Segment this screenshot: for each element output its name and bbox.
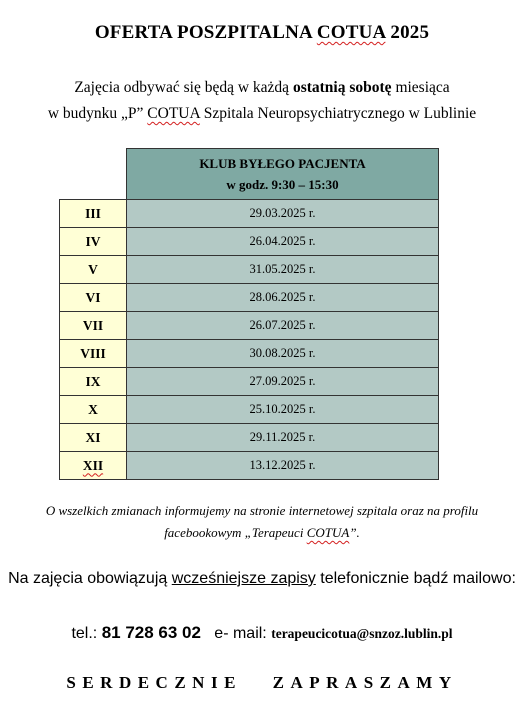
date-cell: 26.07.2025 r. <box>127 312 439 340</box>
email-label: e- mail: <box>214 625 272 642</box>
month-cell: VI <box>60 284 127 312</box>
month-cell: V <box>60 256 127 284</box>
email-address: terapeucicotua@snzoz.lublin.pl <box>271 626 453 641</box>
intro-line2-org: COTUA <box>147 105 200 122</box>
date-cell: 13.12.2025 r. <box>127 452 439 480</box>
header-blank-cell <box>60 149 127 200</box>
intro-line1-bold: ostatnią sobotę <box>292 79 392 96</box>
schedule-row <box>60 368 439 396</box>
enrollment-info <box>0 570 524 588</box>
date-cell: 28.06.2025 r. <box>127 284 439 312</box>
intro-line1-a: Zajęcia odbywać się będą w każdą <box>74 79 293 96</box>
note-line-2 <box>0 522 524 544</box>
enroll-underlined: wcześniejsze zapisy <box>171 570 316 587</box>
date-cell: 27.09.2025 r. <box>127 368 439 396</box>
date-cell: 29.03.2025 r. <box>127 200 439 228</box>
month-cell: III <box>60 200 127 228</box>
note-line2-org: COTUA <box>306 525 350 540</box>
schedule-table <box>59 148 439 480</box>
info-note <box>0 500 524 544</box>
month-cell: XI <box>60 424 127 452</box>
date-cell: 29.11.2025 r. <box>127 424 439 452</box>
schedule-row <box>60 424 439 452</box>
month-cell: IX <box>60 368 127 396</box>
month-cell: IV <box>60 228 127 256</box>
intro-text <box>0 75 524 127</box>
closing-text: SERDECZNIE ZAPRASZAMY <box>66 673 458 692</box>
schedule-row <box>60 452 439 480</box>
phone-number: 81 728 63 02 <box>101 623 201 642</box>
date-cell: 31.05.2025 r. <box>127 256 439 284</box>
header-line-1: KLUB BYŁEGO PACJENTA <box>199 156 366 171</box>
month-cell: XII <box>60 452 127 480</box>
schedule-header-row <box>60 149 439 200</box>
contact-line <box>0 623 524 643</box>
title-prefix: OFERTA POSZPITALNA <box>94 22 317 43</box>
intro-line1-b: miesiąca <box>391 79 450 96</box>
page-title <box>0 22 524 44</box>
intro-line-2 <box>0 101 524 127</box>
date-cell: 30.08.2025 r. <box>127 340 439 368</box>
month-cell: VII <box>60 312 127 340</box>
intro-line-1 <box>0 75 524 101</box>
note-line-1: O wszelkich zmianach informujemy na stronie internetowej szpitala oraz na profilu <box>45 503 479 518</box>
month-cell: VIII <box>60 340 127 368</box>
note-line2-b: ”. <box>349 525 360 540</box>
tel-label: tel.: <box>71 625 102 642</box>
enroll-b: telefonicznie bądź mailowo: <box>315 570 516 587</box>
title-org: COTUA <box>316 22 386 43</box>
date-cell: 26.04.2025 r. <box>127 228 439 256</box>
schedule-header <box>127 149 439 200</box>
month-cell: X <box>60 396 127 424</box>
intro-line2-b: Szpitala Neuropsychiatrycznego w Lublinie <box>199 105 477 122</box>
header-line-2: w godz. 9:30 – 15:30 <box>226 177 339 192</box>
schedule-row <box>60 312 439 340</box>
schedule-row <box>60 284 439 312</box>
schedule-row <box>60 200 439 228</box>
schedule-row <box>60 256 439 284</box>
schedule-row <box>60 340 439 368</box>
note-line2-a: facebookowym „Terapeuci <box>164 525 307 540</box>
schedule-row <box>60 228 439 256</box>
intro-line2-a: w budynku „P” <box>47 105 148 122</box>
schedule-row <box>60 396 439 424</box>
enroll-a: Na zajęcia obowiązują <box>8 570 172 587</box>
title-year: 2025 <box>385 22 430 43</box>
date-cell: 25.10.2025 r. <box>127 396 439 424</box>
